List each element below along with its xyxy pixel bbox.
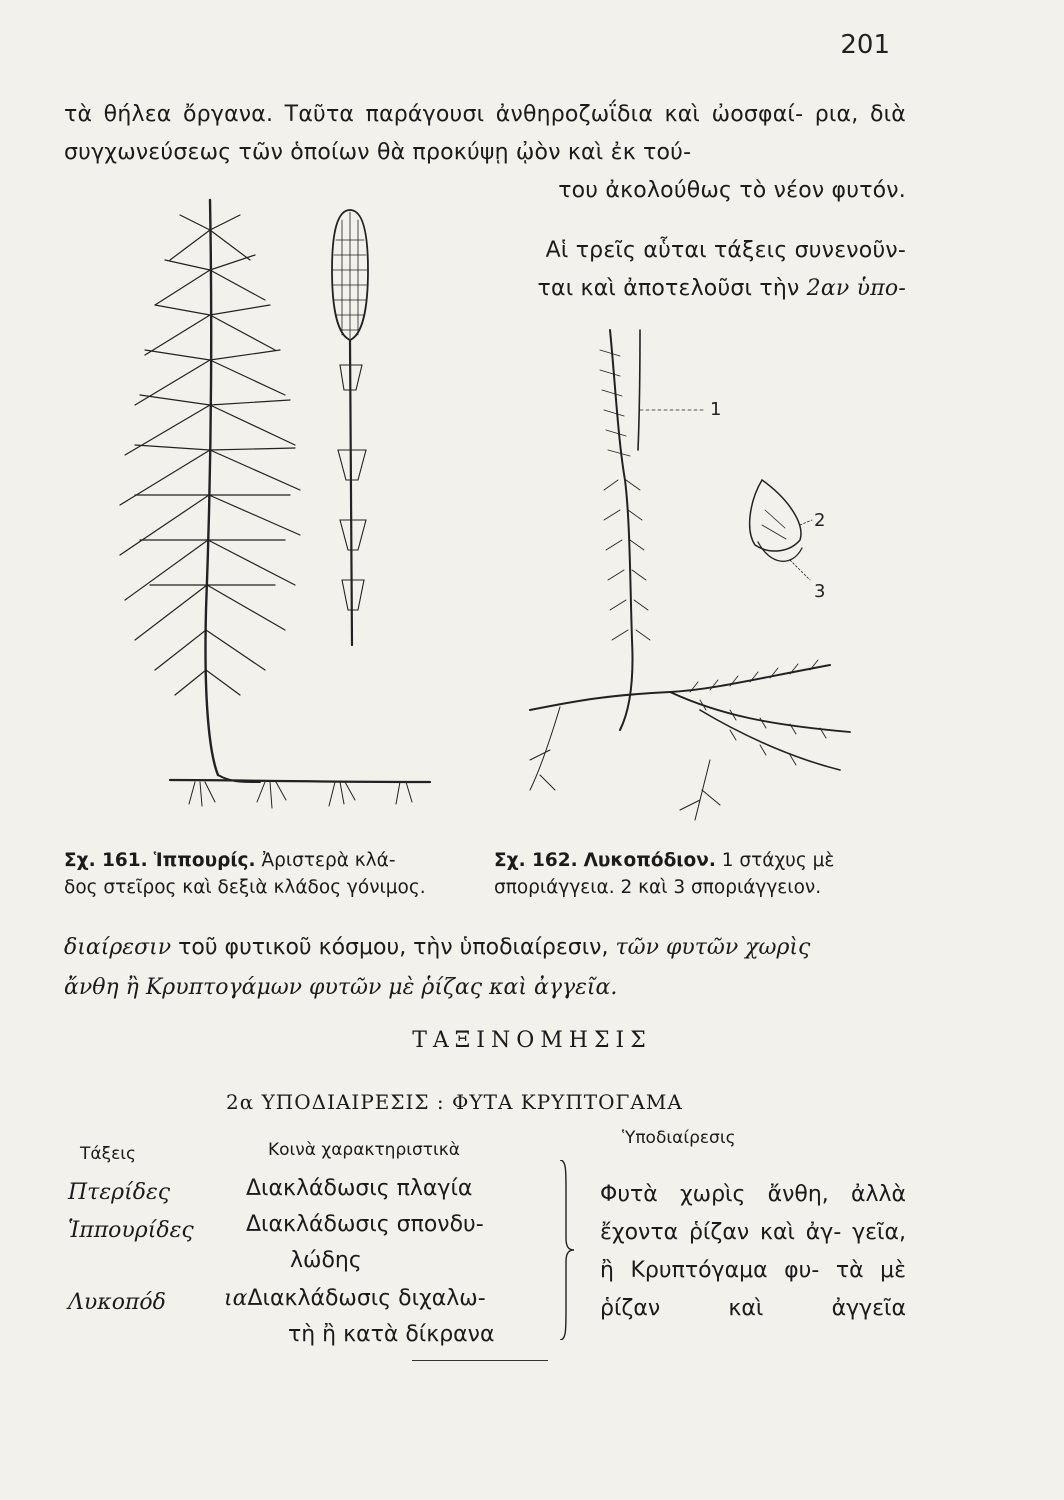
page-number: 201: [840, 30, 890, 60]
paragraph-second-italic: 2αν ὑπο-: [806, 276, 906, 301]
paragraph-third: [64, 928, 906, 1008]
paragraph-top-line-1: τὰ θήλεα ὄργανα. Ταῦτα παράγουσι ἀνθηροζωΐδια καὶ ὠοσφαί-: [64, 102, 804, 127]
column-header-subdivision: Ὑποδιαίρεσις: [622, 1128, 736, 1148]
caption-161-name: Ἱππουρίς.: [153, 850, 256, 871]
paragraph-third-part-c: τῶν φυτῶν χωρὶς: [615, 935, 811, 960]
paragraph-second-line-1: Αἱ τρεῖς αὗται τάξεις συνενοῦν-: [545, 238, 906, 263]
caption-162-text: 1 στάχυς μὲ: [721, 850, 835, 871]
figure-label-1: 1: [710, 399, 722, 420]
paragraph-second-line-2: [520, 270, 906, 308]
table-row-common-cont: τὴ ἢ κατὰ δίκρανα: [288, 1322, 495, 1347]
table-brace: [556, 1160, 576, 1340]
table-row-common-prefix: ια: [224, 1286, 248, 1311]
paragraph-second: [520, 232, 906, 308]
table-bottom-rule: [412, 1360, 548, 1361]
table-subdivision-text: Φυτὰ χωρὶς ἄνθη, ἀλλὰ ἔχοντα ῥίζαν καὶ ἀγ- γεῖα, ἢ Κρυπτόγαμα φυ- τὰ μὲ ῥίζαν καὶ ἀγγεῖα: [600, 1182, 906, 1321]
paragraph-third-line-2: ἄνθη ἢ Κρυπτογάμων φυτῶν μὲ ῥίζας καὶ ἀγγεῖα.: [64, 975, 618, 1000]
table-title: ΤΑΞΙΝΟΜΗΣΙΣ: [412, 1028, 652, 1053]
paragraph-third-part-b: τοῦ φυτικοῦ κόσμου, τὴν ὑποδιαίρεσιν,: [178, 935, 609, 960]
table-row-class: Ἱππουρίδες: [68, 1218, 194, 1243]
paragraph-third-part-a: διαίρεσιν: [64, 935, 172, 960]
table-row-class: Λυκοπόδ: [68, 1290, 166, 1315]
caption-162-line-2: σποριάγγεια. 2 καὶ 3 σποριάγγειον.: [494, 877, 822, 898]
table-row-common: Διακλάδωσις πλαγία: [246, 1176, 473, 1201]
table-row-class: Πτερίδες: [68, 1180, 171, 1205]
caption-161-line-2: δος στεῖρος καὶ δεξιὰ κλάδος γόνιμος.: [64, 877, 426, 898]
column-header-classes: Τάξεις: [80, 1144, 136, 1164]
figure-label-3: 3: [814, 581, 826, 602]
table-subtitle: 2α ΥΠΟΔΙΑΙΡΕΣΙΣ : ΦΥΤΑ ΚΡΥΠΤΟΓΑΜΑ: [226, 1090, 683, 1114]
caption-162-name: Λυκοπόδιον.: [583, 850, 716, 871]
figure-161-horsetail-illustration: [100, 190, 460, 830]
paragraph-top-line-2: ρια, διὰ συγχωνεύσεως τῶν ὁποίων θὰ προκύψῃ ᾠὸν καὶ ἐκ τού-: [64, 102, 906, 165]
figure-label-2: 2: [814, 510, 826, 531]
table-row-common: [224, 1286, 486, 1311]
caption-figure-161: [64, 847, 456, 901]
figure-162-clubmoss-illustration: [500, 320, 880, 840]
paragraph-second-line-2-text: ται καὶ ἀποτελοῦσι τὴν: [537, 276, 800, 301]
table-row-common-cont: λώδης: [290, 1248, 362, 1273]
caption-161-line-1: [64, 847, 456, 874]
table-row-common-text: Διακλάδωσις διχαλω-: [247, 1286, 486, 1311]
caption-161-number: Σχ. 161.: [64, 850, 148, 871]
column-header-common: Κοινὰ χαρακτηριστικὰ: [268, 1140, 460, 1160]
caption-figure-162: [494, 847, 914, 901]
caption-161-text: Ἀριστερὰ κλά-: [261, 850, 396, 871]
caption-162-number: Σχ. 162.: [494, 850, 578, 871]
table-row-common: Διακλάδωσις σπονδυ-: [246, 1212, 484, 1237]
paragraph-third-line-1: [64, 928, 906, 968]
paragraph-top-line-3: του ἀκολούθως τὸ νέον φυτόν.: [558, 178, 906, 203]
caption-162-line-1: [494, 847, 914, 874]
